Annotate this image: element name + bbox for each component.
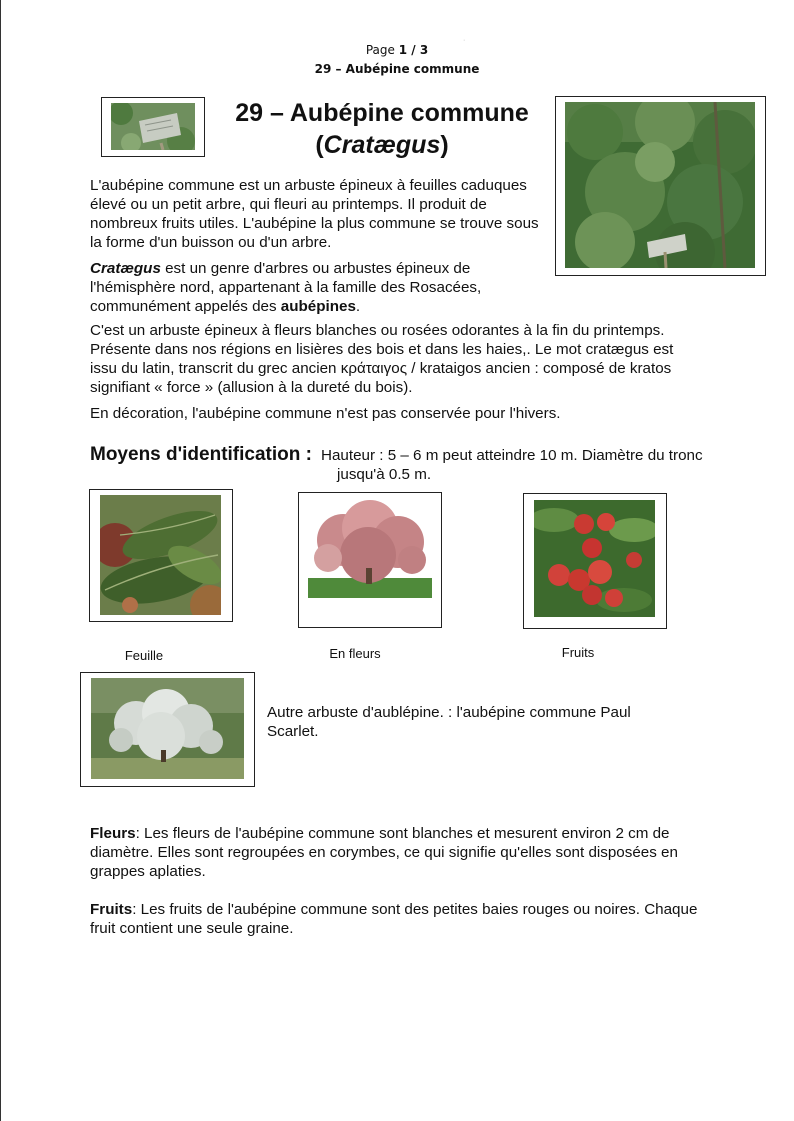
latin-title xyxy=(215,129,549,161)
genus-bold-term: aubépines xyxy=(280,298,356,315)
genus-end: . xyxy=(355,298,361,315)
caption-flowers: En fleurs xyxy=(329,646,381,661)
page-prefix: Page xyxy=(365,43,399,57)
white-hawthorn-photo-frame xyxy=(80,672,255,787)
flowering-tree-photo xyxy=(308,500,432,598)
title-latin-name: Cratægus xyxy=(323,131,441,159)
page-title: 29 – Aubépine commune xyxy=(235,99,529,127)
other-variety-text: Autre arbuste d'aublépine. : l'aubépine commune Paul Scarlet. xyxy=(267,704,631,740)
decoration-line: En décoration, l'aubépine commune n'est pas conservée pour l'hivers. xyxy=(90,405,561,422)
shrub-photo-frame xyxy=(555,96,766,276)
genus-paragraph xyxy=(90,259,520,316)
fruits-paragraph xyxy=(90,900,700,938)
identification-text: Hauteur : 5 – 6 m peut atteindre 10 m. Diamètre du tronc jusqu'à 0.5 m. xyxy=(321,447,703,483)
page-edge-line xyxy=(0,0,1,1121)
leaf-photo-frame xyxy=(89,489,233,622)
page-separator: / xyxy=(407,43,420,57)
genus-lead: Cratægus xyxy=(90,260,161,277)
fruits-photo-frame xyxy=(523,493,667,629)
sign-photo-frame xyxy=(101,97,205,157)
scan-speck: · xyxy=(463,37,466,44)
page-total: 3 xyxy=(419,43,429,57)
identification-heading: Moyens d'identification : xyxy=(90,444,312,465)
title-open-paren: ( xyxy=(315,131,324,159)
flowers-paragraph xyxy=(90,824,700,881)
caption-leaf: Feuille xyxy=(124,648,164,663)
intro-paragraph: L'aubépine commune est un arbuste épineux à feuilles caduques élevé ou un petit arbre, qui fleuri au printemps. Il produit de nombreux fruits utiles. L'aubépine la plus commune se trouve sous la forme d'un buisson ou d'un arbre. xyxy=(90,177,539,251)
fruits-text: : Les fruits de l'aubépine commune sont des petites baies rouges ou noires. Chaque fruit contient une seule graine. xyxy=(90,901,698,937)
shrub-photo xyxy=(565,102,755,268)
sign-photo xyxy=(111,103,195,150)
genus-text: est un genre d'arbres ou arbustes épineux de l'hémisphère nord, appartenant à la famille des Rosacées, communément appelés des xyxy=(90,260,482,315)
flowers-label: Fleurs xyxy=(90,825,136,842)
white-hawthorn-photo xyxy=(91,678,244,779)
fruits-label: Fruits xyxy=(90,901,133,918)
description-paragraph: C'est un arbuste épineux à fleurs blanches ou rosées odorantes à la fin du printemps. Présente dans nos régions en lisières des bois et dans les haies,. Le mot cratægus est issu du latin, transcrit du grec ancien κράταιγος / krataigos ancien : composé de kratos signifiant « force » (allusion à la dureté du bois). xyxy=(90,322,674,396)
page-number xyxy=(0,41,794,59)
flowers-text: : Les fleurs de l'aubépine commune sont blanches et mesurent environ 2 cm de diamètre. Elles sont regroupées en corymbes, ce qui signifie qu'elles sont disposées en grappes aplaties. xyxy=(90,825,678,880)
title-close-paren: ) xyxy=(440,131,449,159)
page-subtitle: 29 – Aubépine commune xyxy=(314,62,480,76)
page-current: 1 xyxy=(398,43,408,57)
flowering-tree-photo-frame xyxy=(298,492,442,628)
caption-fruits: Fruits xyxy=(561,645,595,660)
leaf-photo xyxy=(100,495,221,615)
fruits-photo xyxy=(534,500,655,617)
